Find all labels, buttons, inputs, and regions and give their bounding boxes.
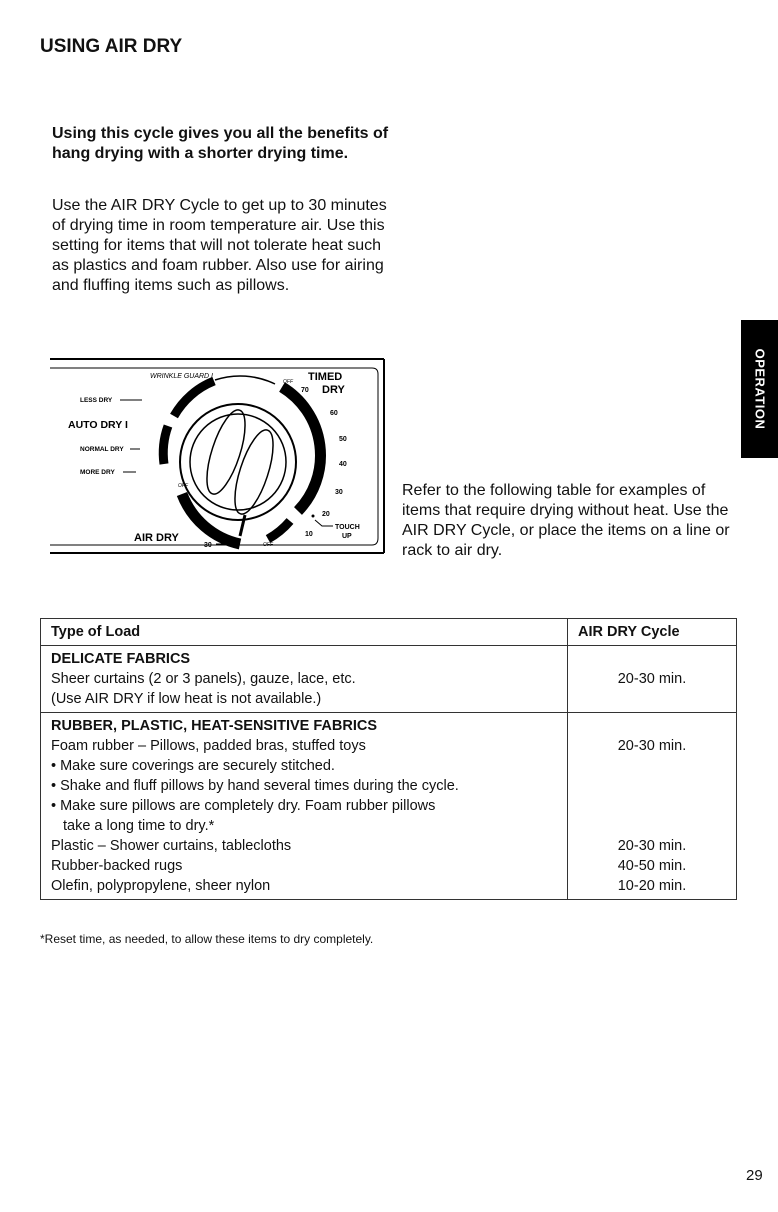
body-paragraph: Use the AIR DRY Cycle to get up to 30 minutes of drying time in room temperature air. Use this setting for items that will not tolerate heat such as plastics and foam rubber. Also use for airing and fluffing items such as pillows. [52,197,387,294]
section-heading: DELICATE FABRICS [51,651,191,667]
auto-dry-label: AUTO DRY I [68,419,128,431]
timed-50: 50 [339,436,347,443]
reference-paragraph: Refer to the following table for examples of items that require drying without heat. Use the AIR DRY Cycle, or place the items on a line or rack to air dry. [402,482,730,559]
up-label: UP [342,533,352,540]
timed-60: 60 [330,410,338,417]
touch-label: TOUCH [335,524,360,531]
off-top-label: OFF [283,379,293,385]
timed-20: 20 [322,511,330,518]
section-tab-label: OPERATION [752,348,767,430]
row-text: • Shake and fluff pillows by hand several times during the cycle. [51,778,459,794]
page-number: 29 [746,1167,763,1184]
timed-40: 40 [339,461,347,468]
header-type-of-load: Type of Load [41,619,568,646]
more-dry-label: MORE DRY [80,469,115,476]
row-text: Sheer curtains (2 or 3 panels), gauze, lace, etc. [51,671,356,687]
row-text: (Use AIR DRY if low heat is not available.) [51,691,322,707]
off-left-label: OFF [178,483,188,489]
timed-label: TIMED [308,371,343,383]
air-dry-label: AIR DRY [134,532,179,544]
control-dial-illustration [50,356,386,570]
table-row [41,646,737,713]
row-time: 20-30 min. [617,671,687,687]
wrinkle-guard-label: WRINKLE GUARD I [150,373,214,380]
row-text: Rubber-backed rugs [51,858,183,874]
section-tab [741,320,778,458]
header-air-dry-cycle: AIR DRY Cycle [568,619,737,646]
lead-paragraph: Using this cycle gives you all the benefits of hang drying with a shorter drying time. [52,125,389,162]
timed-30: 30 [335,489,343,496]
row-time: 20-30 min. [617,738,687,754]
row-time: 20-30 min. [617,838,687,854]
row-time: 40-50 min. [617,858,687,874]
timed-70: 70 [301,387,309,394]
row-text: • Make sure coverings are securely stitched. [51,758,335,774]
timed-10: 10 [305,531,313,538]
air-dry-30: 30 [204,542,212,549]
section-heading: RUBBER, PLASTIC, HEAT-SENSITIVE FABRICS [51,718,378,734]
row-text: Olefin, polypropylene, sheer nylon [51,878,271,894]
row-time: 10-20 min. [617,878,687,894]
air-dry-table [40,618,737,900]
off-bottom-label: OFF [263,542,273,548]
page-title: USING AIR DRY [40,36,183,57]
row-text: take a long time to dry.* [63,818,215,834]
row-text: Plastic – Shower curtains, tablecloths [51,838,292,854]
footnote: *Reset time, as needed, to allow these items to dry completely. [40,932,374,946]
row-text: • Make sure pillows are completely dry. Foam rubber pillows [51,798,436,814]
air-dry-10: 10 [193,516,201,523]
table-header-row [41,619,737,646]
less-dry-label: LESS DRY [80,397,113,404]
normal-dry-label: NORMAL DRY [80,446,124,453]
dial-pointer [240,515,245,536]
dry-label: DRY [322,384,345,396]
table-row [41,713,737,900]
row-text: Foam rubber – Pillows, padded bras, stuffed toys [51,738,366,754]
